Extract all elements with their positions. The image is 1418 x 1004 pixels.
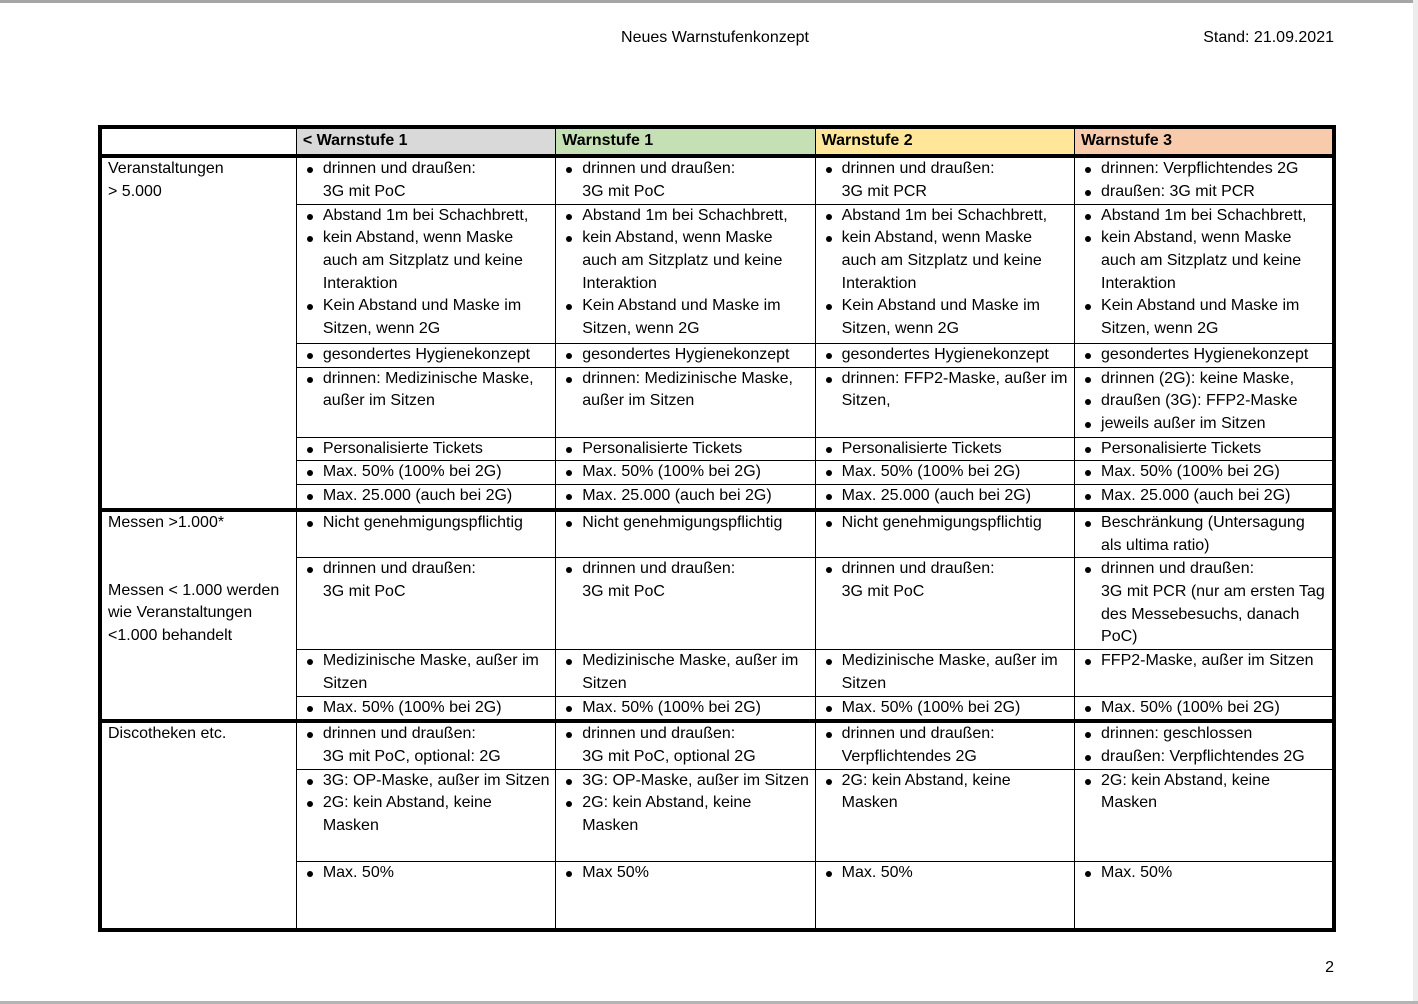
bullet-list bbox=[562, 158, 810, 203]
bullet-item: jeweils außer im Sitzen bbox=[1081, 413, 1328, 436]
bullet-item: Max. 25.000 (auch bei 2G) bbox=[303, 485, 551, 508]
bullet-item: drinnen und draußen: Verpflichtendes 2G bbox=[822, 723, 1070, 768]
bullet-item: Max. 50% (100% bei 2G) bbox=[562, 697, 810, 720]
bullet-item: Abstand 1m bei Schachbrett, bbox=[303, 205, 551, 228]
rule-cell bbox=[815, 558, 1074, 650]
rule-cell bbox=[1075, 510, 1334, 558]
bullet-list bbox=[1081, 723, 1328, 768]
bullet-item: drinnen: geschlossen bbox=[1081, 723, 1328, 746]
bullet-list bbox=[303, 862, 551, 885]
bullet-item: Max 50% bbox=[562, 862, 810, 885]
bullet-list bbox=[303, 344, 551, 367]
rule-cell bbox=[296, 510, 555, 558]
bullet-list bbox=[822, 512, 1070, 535]
bullet-list bbox=[303, 512, 551, 535]
bullet-list bbox=[303, 697, 551, 720]
bullet-item: drinnen und draußen: 3G mit PoC bbox=[562, 158, 810, 203]
bullet-item: drinnen und draußen: 3G mit PoC bbox=[562, 558, 810, 603]
category-label-veranstaltungen bbox=[100, 156, 296, 510]
bullet-item: Medizinische Maske, außer im Sitzen bbox=[562, 650, 810, 695]
bullet-list bbox=[822, 723, 1070, 768]
bullet-item: drinnen und draußen: 3G mit PoC bbox=[822, 558, 1070, 603]
bullet-list bbox=[1081, 205, 1328, 341]
bullet-item: drinnen und draußen: 3G mit PCR (nur am ersten Tag des Messebesuchs, danach PoC) bbox=[1081, 558, 1328, 649]
bullet-item: Abstand 1m bei Schachbrett, bbox=[1081, 205, 1328, 228]
rule-cell bbox=[296, 558, 555, 650]
bullet-list bbox=[1081, 368, 1328, 436]
bullet-item: gesondertes Hygienekonzept bbox=[1081, 344, 1328, 367]
bullet-list bbox=[822, 205, 1070, 341]
bullet-item: Kein Abstand und Maske im Sitzen, wenn 2G bbox=[1081, 295, 1328, 340]
bullet-item: drinnen: Medizinische Maske, außer im Sitzen bbox=[562, 368, 810, 413]
rule-cell bbox=[296, 769, 555, 861]
rule-cell bbox=[296, 696, 555, 721]
rule-cell bbox=[815, 461, 1074, 485]
bullet-item: drinnen und draußen: 3G mit PoC, optional: 2G bbox=[303, 723, 551, 768]
bullet-item: Nicht genehmigungspflichtig bbox=[562, 512, 810, 535]
rule-cell bbox=[1075, 204, 1334, 343]
rule-cell bbox=[556, 437, 815, 461]
bullet-item: Beschränkung (Untersagung als ultima ratio) bbox=[1081, 512, 1328, 557]
rule-cell bbox=[815, 650, 1074, 696]
rule-cell bbox=[815, 156, 1074, 204]
rule-cell bbox=[556, 861, 815, 930]
bullet-item: Max. 25.000 (auch bei 2G) bbox=[1081, 485, 1328, 508]
bullet-list bbox=[1081, 485, 1328, 508]
bullet-list bbox=[822, 697, 1070, 720]
rule-cell bbox=[556, 769, 815, 861]
bullet-item: drinnen: Verpflichtendes 2G bbox=[1081, 158, 1328, 181]
bullet-list bbox=[562, 344, 810, 367]
table-row bbox=[100, 510, 1334, 558]
category-label-line bbox=[108, 535, 292, 580]
rule-cell bbox=[556, 343, 815, 367]
bullet-item: Abstand 1m bei Schachbrett, bbox=[562, 205, 810, 228]
bullet-list bbox=[562, 461, 810, 484]
category-label-line: > 5.000 bbox=[108, 182, 162, 200]
table-row bbox=[100, 721, 1334, 769]
bullet-item: Max. 50% bbox=[303, 862, 551, 885]
category-label-messen bbox=[100, 510, 296, 721]
bullet-item: Nicht genehmigungspflichtig bbox=[303, 512, 551, 535]
bullet-list bbox=[1081, 512, 1328, 557]
bullet-list bbox=[1081, 558, 1328, 649]
table-row bbox=[100, 156, 1334, 204]
bullet-item: Max. 50% bbox=[822, 862, 1070, 885]
bullet-list bbox=[822, 485, 1070, 508]
bullet-list bbox=[1081, 770, 1328, 815]
rule-cell bbox=[556, 156, 815, 204]
bullet-item: draußen (3G): FFP2-Maske bbox=[1081, 390, 1328, 413]
bullet-item: Nicht genehmigungspflichtig bbox=[822, 512, 1070, 535]
rule-cell bbox=[1075, 485, 1334, 510]
header-cell-warnstufe-3: Warnstufe 3 bbox=[1075, 127, 1334, 156]
rule-cell bbox=[815, 769, 1074, 861]
rule-cell bbox=[815, 485, 1074, 510]
rule-cell bbox=[296, 437, 555, 461]
rule-cell bbox=[296, 721, 555, 769]
bullet-item: Max. 25.000 (auch bei 2G) bbox=[562, 485, 810, 508]
bullet-item: Personalisierte Tickets bbox=[303, 438, 551, 461]
rule-cell bbox=[296, 367, 555, 437]
rule-cell bbox=[296, 204, 555, 343]
rule-cell bbox=[556, 367, 815, 437]
bullet-list bbox=[303, 461, 551, 484]
bullet-item: 2G: kein Abstand, keine Masken bbox=[562, 792, 810, 837]
rule-cell bbox=[1075, 461, 1334, 485]
bullet-list bbox=[303, 485, 551, 508]
rule-cell bbox=[815, 367, 1074, 437]
rule-cell bbox=[1075, 558, 1334, 650]
rule-cell bbox=[296, 461, 555, 485]
rule-cell bbox=[1075, 650, 1334, 696]
bullet-item: 2G: kein Abstand, keine Masken bbox=[1081, 770, 1328, 815]
category-label-line: Messen < 1.000 werden bbox=[108, 581, 280, 599]
bullet-item: drinnen: Medizinische Maske, außer im Sitzen bbox=[303, 368, 551, 413]
bullet-item: Max. 50% (100% bei 2G) bbox=[822, 461, 1070, 484]
window-top-border bbox=[0, 0, 1418, 3]
bullet-item: FFP2-Maske, außer im Sitzen bbox=[1081, 650, 1328, 673]
bullet-item: Max. 50% (100% bei 2G) bbox=[303, 461, 551, 484]
bullet-list bbox=[822, 368, 1070, 413]
rule-cell bbox=[556, 558, 815, 650]
bullet-list bbox=[562, 770, 810, 838]
bullet-item: draußen: 3G mit PCR bbox=[1081, 181, 1328, 204]
document-title: Neues Warnstufenkonzept bbox=[621, 29, 809, 46]
bullet-item: kein Abstand, wenn Maske auch am Sitzplatz und keine Interaktion bbox=[822, 227, 1070, 295]
page-number: 2 bbox=[1325, 959, 1334, 976]
rule-cell bbox=[296, 861, 555, 930]
bullet-item: 2G: kein Abstand, keine Masken bbox=[822, 770, 1070, 815]
category-label-discotheken bbox=[100, 721, 296, 930]
rule-cell bbox=[815, 510, 1074, 558]
bullet-list bbox=[822, 770, 1070, 815]
header-cell-empty bbox=[100, 127, 296, 156]
bullet-list bbox=[303, 723, 551, 768]
bullet-item: drinnen und draußen: 3G mit PoC bbox=[303, 558, 551, 603]
rule-cell bbox=[1075, 367, 1334, 437]
bullet-list bbox=[562, 862, 810, 885]
rule-cell bbox=[556, 650, 815, 696]
header-cell-below-warnstufe-1: < Warnstufe 1 bbox=[296, 127, 555, 156]
rule-cell bbox=[815, 343, 1074, 367]
bullet-list bbox=[562, 368, 810, 413]
rule-cell bbox=[1075, 156, 1334, 204]
bullet-list bbox=[1081, 697, 1328, 720]
rule-cell bbox=[1075, 437, 1334, 461]
bullet-list bbox=[822, 650, 1070, 695]
rule-cell bbox=[556, 485, 815, 510]
rule-cell bbox=[556, 461, 815, 485]
bullet-list bbox=[303, 650, 551, 695]
bullet-list bbox=[822, 862, 1070, 885]
bullet-item: gesondertes Hygienekonzept bbox=[822, 344, 1070, 367]
bullet-list bbox=[562, 697, 810, 720]
bullet-list bbox=[303, 158, 551, 203]
bullet-item: drinnen und draußen: 3G mit PoC bbox=[303, 158, 551, 203]
header-cell-warnstufe-2: Warnstufe 2 bbox=[815, 127, 1074, 156]
bullet-list bbox=[1081, 461, 1328, 484]
bullet-list bbox=[303, 438, 551, 461]
bullet-list bbox=[303, 205, 551, 341]
rule-cell bbox=[815, 696, 1074, 721]
scrollbar-track[interactable] bbox=[1413, 0, 1418, 1004]
bullet-item: 2G: kein Abstand, keine Masken bbox=[303, 792, 551, 837]
bullet-list bbox=[303, 558, 551, 603]
rule-cell bbox=[296, 485, 555, 510]
bullet-list bbox=[562, 438, 810, 461]
rule-cell bbox=[815, 721, 1074, 769]
bullet-list bbox=[822, 461, 1070, 484]
header-cell-warnstufe-1: Warnstufe 1 bbox=[556, 127, 815, 156]
rule-cell bbox=[815, 204, 1074, 343]
bullet-list bbox=[562, 512, 810, 535]
bullet-list bbox=[1081, 862, 1328, 885]
bullet-item: Max. 50% (100% bei 2G) bbox=[1081, 461, 1328, 484]
rule-cell bbox=[815, 437, 1074, 461]
rule-cell bbox=[1075, 721, 1334, 769]
category-label-line: <1.000 behandelt bbox=[108, 627, 233, 645]
category-label-line: Discotheken etc. bbox=[108, 725, 227, 743]
bullet-list bbox=[303, 368, 551, 413]
rule-cell bbox=[556, 696, 815, 721]
bullet-item: draußen: Verpflichtendes 2G bbox=[1081, 746, 1328, 769]
bullet-list bbox=[1081, 650, 1328, 673]
rule-cell bbox=[1075, 343, 1334, 367]
bullet-item: Max. 50% (100% bei 2G) bbox=[562, 461, 810, 484]
category-label-line: wie Veranstaltungen bbox=[108, 604, 253, 622]
rule-cell bbox=[296, 650, 555, 696]
bullet-item: drinnen und draußen: 3G mit PCR bbox=[822, 158, 1070, 203]
bullet-list bbox=[822, 438, 1070, 461]
bullet-item: gesondertes Hygienekonzept bbox=[303, 344, 551, 367]
rule-cell bbox=[1075, 696, 1334, 721]
rule-cell bbox=[296, 343, 555, 367]
bullet-list bbox=[822, 558, 1070, 603]
bullet-item: drinnen: FFP2-Maske, außer im Sitzen, bbox=[822, 368, 1070, 413]
document-date: Stand: 21.09.2021 bbox=[1203, 29, 1334, 46]
bullet-item: drinnen und draußen: 3G mit PoC, optional 2G bbox=[562, 723, 810, 768]
bullet-item: gesondertes Hygienekonzept bbox=[562, 344, 810, 367]
bullet-item: Max. 50% (100% bei 2G) bbox=[303, 697, 551, 720]
bullet-item: Personalisierte Tickets bbox=[822, 438, 1070, 461]
bullet-item: drinnen (2G): keine Maske, bbox=[1081, 368, 1328, 391]
bullet-item: Max. 50% (100% bei 2G) bbox=[822, 697, 1070, 720]
bullet-item: kein Abstand, wenn Maske auch am Sitzplatz und keine Interaktion bbox=[562, 227, 810, 295]
bullet-item: Kein Abstand und Maske im Sitzen, wenn 2G bbox=[303, 295, 551, 340]
rule-cell bbox=[1075, 861, 1334, 930]
bullet-list bbox=[303, 770, 551, 838]
rule-cell bbox=[815, 861, 1074, 930]
bullet-item: Abstand 1m bei Schachbrett, bbox=[822, 205, 1070, 228]
rule-cell bbox=[296, 156, 555, 204]
bullet-item: Max. 25.000 (auch bei 2G) bbox=[822, 485, 1070, 508]
bullet-list bbox=[1081, 438, 1328, 461]
bullet-list bbox=[562, 205, 810, 341]
warnstufen-table bbox=[98, 125, 1336, 932]
bullet-item: Medizinische Maske, außer im Sitzen bbox=[822, 650, 1070, 695]
rule-cell bbox=[556, 721, 815, 769]
bullet-item: kein Abstand, wenn Maske auch am Sitzplatz und keine Interaktion bbox=[1081, 227, 1328, 295]
bullet-list bbox=[1081, 344, 1328, 367]
bullet-item: Personalisierte Tickets bbox=[1081, 438, 1328, 461]
bullet-item: kein Abstand, wenn Maske auch am Sitzplatz und keine Interaktion bbox=[303, 227, 551, 295]
rule-cell bbox=[556, 204, 815, 343]
bullet-item: 3G: OP-Maske, außer im Sitzen bbox=[562, 770, 810, 793]
bullet-list bbox=[562, 650, 810, 695]
table-header-row bbox=[100, 127, 1334, 156]
bullet-item: Max. 50% (100% bei 2G) bbox=[1081, 697, 1328, 720]
rule-cell bbox=[556, 510, 815, 558]
bullet-list bbox=[1081, 158, 1328, 203]
bullet-list bbox=[822, 344, 1070, 367]
bullet-list bbox=[822, 158, 1070, 203]
bullet-item: Personalisierte Tickets bbox=[562, 438, 810, 461]
bullet-item: Kein Abstand und Maske im Sitzen, wenn 2G bbox=[822, 295, 1070, 340]
category-label-line: Messen >1.000* bbox=[108, 513, 225, 531]
category-label-line: Veranstaltungen bbox=[108, 160, 224, 177]
bullet-item: Kein Abstand und Maske im Sitzen, wenn 2G bbox=[562, 295, 810, 340]
bullet-item: Max. 50% bbox=[1081, 862, 1328, 885]
bullet-list bbox=[562, 723, 810, 768]
bullet-list bbox=[562, 485, 810, 508]
bullet-list bbox=[562, 558, 810, 603]
rule-cell bbox=[1075, 769, 1334, 861]
bullet-item: 3G: OP-Maske, außer im Sitzen bbox=[303, 770, 551, 793]
bullet-item: Medizinische Maske, außer im Sitzen bbox=[303, 650, 551, 695]
